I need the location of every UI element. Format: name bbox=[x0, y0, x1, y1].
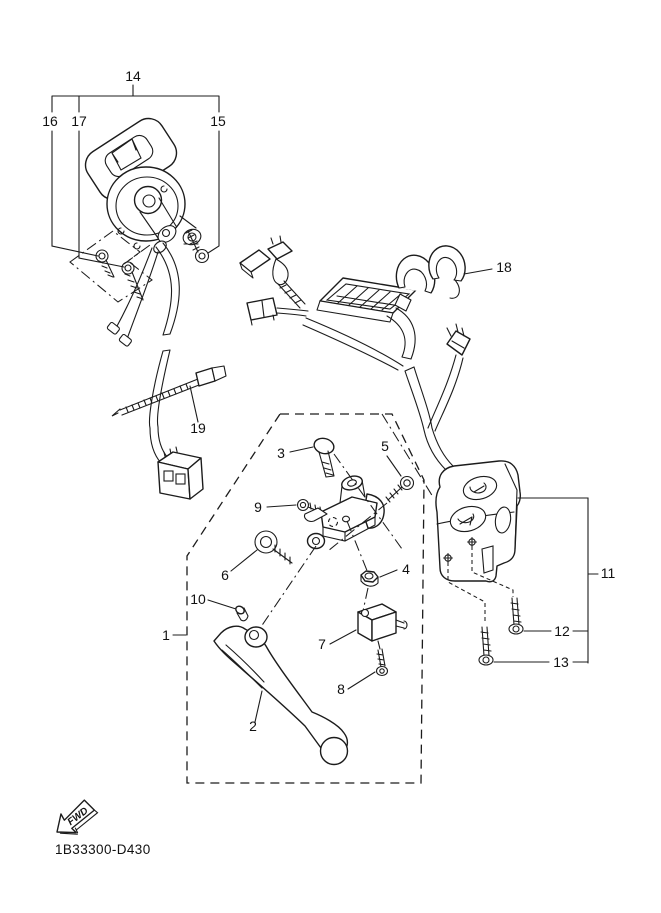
callout-15: 15 bbox=[210, 113, 226, 129]
wire-clamp-18 bbox=[395, 246, 465, 311]
callout-14: 14 bbox=[125, 68, 141, 84]
callout-18: 18 bbox=[496, 259, 512, 275]
nut-4 bbox=[361, 571, 378, 586]
lever-switch-7 bbox=[358, 604, 407, 649]
clutch-lever-2 bbox=[214, 626, 348, 764]
screw-13 bbox=[479, 627, 493, 665]
callout-6: 6 bbox=[221, 567, 229, 583]
fwd-arrow-icon bbox=[50, 796, 101, 843]
callout-19: 19 bbox=[190, 420, 206, 436]
callout-7: 7 bbox=[318, 636, 326, 652]
left-harness-connector bbox=[158, 447, 203, 499]
callout-5: 5 bbox=[381, 438, 389, 454]
fwd-arrow-label: FWD bbox=[65, 805, 91, 828]
callout-10: 10 bbox=[190, 591, 206, 607]
left-cables bbox=[107, 243, 180, 463]
screw-12 bbox=[509, 598, 523, 634]
left-switch-assembly bbox=[79, 112, 203, 255]
callout-17: 17 bbox=[71, 113, 87, 129]
callout-13: 13 bbox=[553, 654, 569, 670]
bolt-5 bbox=[386, 477, 414, 503]
callout-9: 9 bbox=[254, 499, 262, 515]
cable-tie-19 bbox=[112, 366, 226, 416]
callout-11: 11 bbox=[600, 565, 616, 581]
callout-4: 4 bbox=[402, 561, 410, 577]
mount-position-line bbox=[124, 245, 150, 264]
lever-holder-bracket bbox=[305, 474, 385, 549]
callout-16: 16 bbox=[42, 113, 58, 129]
callout-3: 3 bbox=[277, 445, 285, 461]
right-switch-housing bbox=[436, 461, 520, 624]
callout-1: 1 bbox=[162, 627, 170, 643]
callout-8: 8 bbox=[337, 681, 345, 697]
pin-10 bbox=[234, 605, 248, 621]
screw-8 bbox=[377, 649, 388, 676]
screw-6 bbox=[255, 531, 292, 564]
bolt-3 bbox=[312, 436, 335, 477]
harness-connector-cluster bbox=[240, 236, 308, 325]
callout-12: 12 bbox=[554, 623, 570, 639]
diagram-code: 1B33300-D430 bbox=[55, 842, 151, 857]
callout-2: 2 bbox=[249, 718, 257, 734]
fork-connector bbox=[428, 324, 470, 431]
